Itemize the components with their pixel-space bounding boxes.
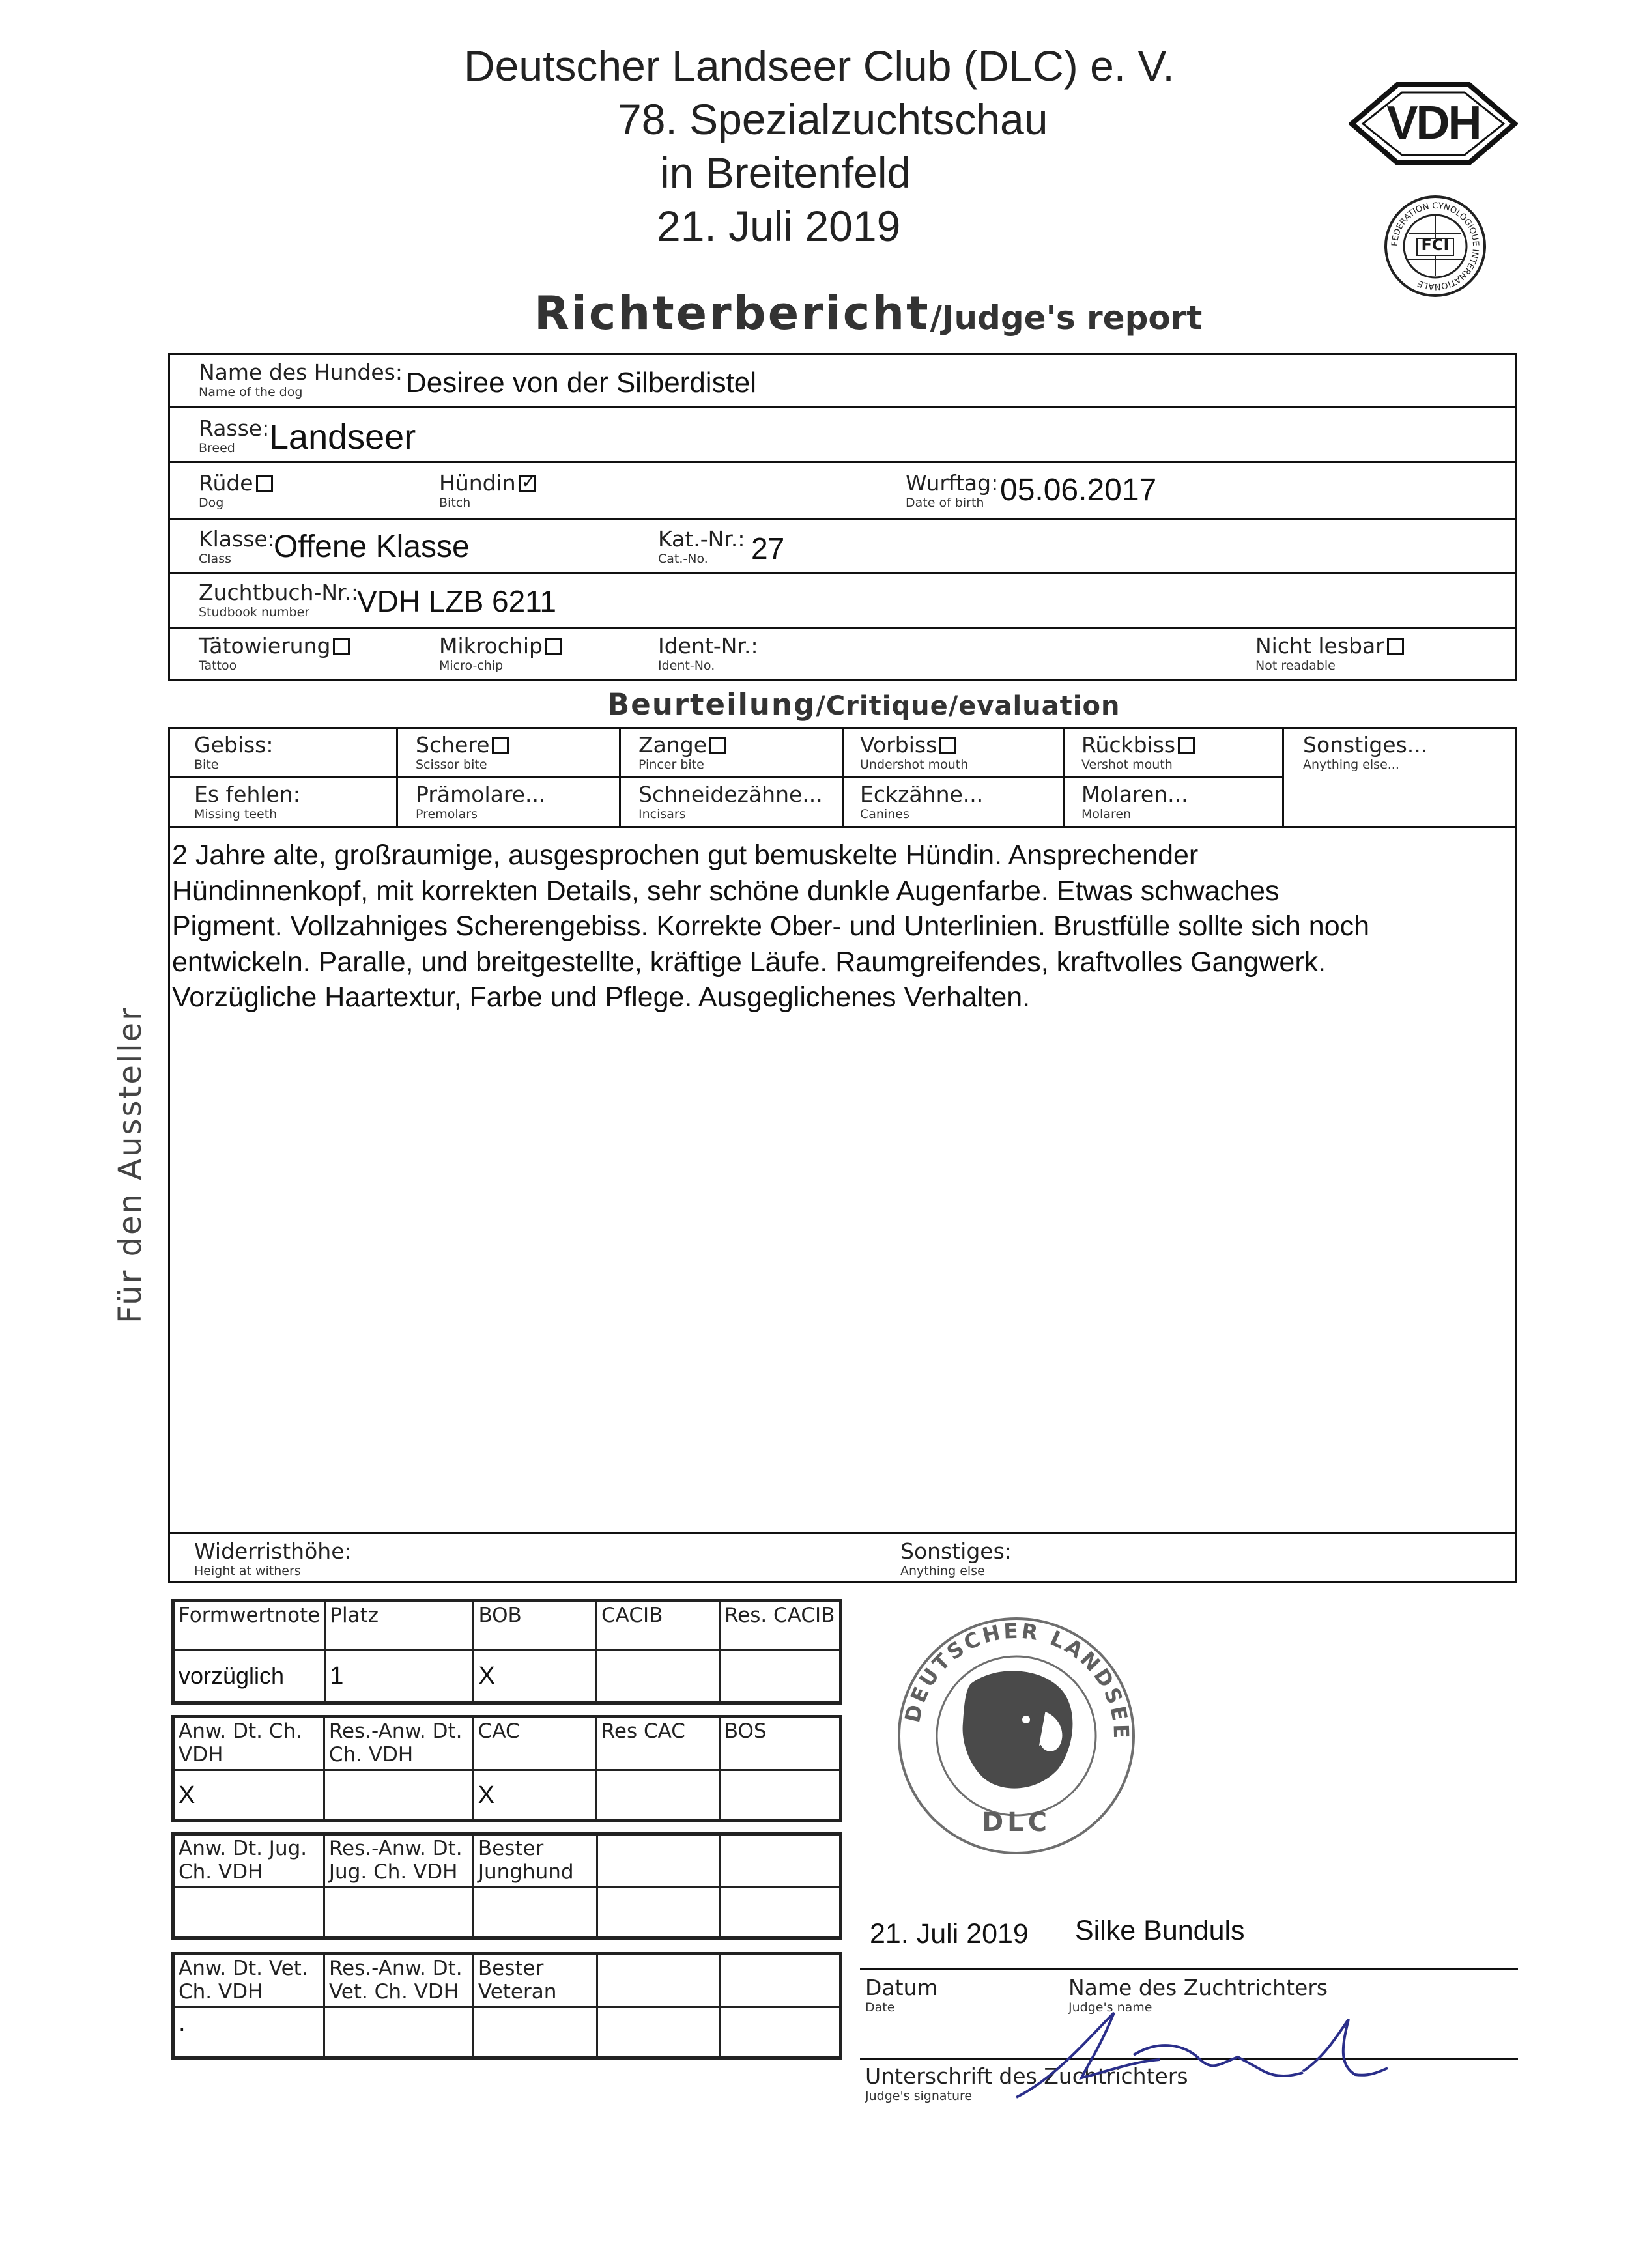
- stud-label: Zuchtbuch-Nr.:: [199, 580, 359, 605]
- table-header-cell: [720, 1954, 841, 2007]
- show-date: 21. Juli 2019: [657, 202, 901, 250]
- canine-cell: [860, 782, 983, 821]
- table-header-cell: Anw. Dt. Vet. Ch. VDH: [173, 1954, 324, 2007]
- dog-name-label: Name des Hundes:: [199, 360, 403, 385]
- table-header-cell: Bester Junghund: [473, 1834, 597, 1888]
- incisor-label: Schneidezähne...: [638, 782, 823, 807]
- tattoo-group: [199, 633, 350, 673]
- tattoo-label: Tätowierung: [199, 633, 331, 659]
- show-title: 78. Spezialzuchtschau: [618, 95, 1048, 143]
- male-group: [199, 470, 273, 510]
- table-header-cell: Res.-Anw. Dt. Jug. Ch. VDH: [324, 1834, 473, 1888]
- dlc-ring-text: DEUTSCHER LANDSEE: [900, 1618, 1134, 1742]
- class-label-group: [199, 526, 275, 566]
- bite-label: Gebiss:: [194, 732, 274, 758]
- award-table-champion: [171, 1715, 842, 1822]
- missing-label: Es fehlen:: [194, 782, 300, 807]
- dob-value: 05.06.2017: [1000, 473, 1157, 507]
- cat-sublabel: Cat.-No.: [658, 552, 708, 566]
- unreadable-label: Nicht lesbar: [1255, 633, 1384, 659]
- table-header-cell: Platz: [325, 1601, 474, 1650]
- table-value-cell: [597, 1650, 720, 1703]
- ident-group: [658, 633, 758, 673]
- award-table-veteran: [171, 1952, 842, 2060]
- breed-label-group: [199, 416, 269, 455]
- dog-name-label-group: [199, 360, 403, 399]
- table-value-cell: [324, 2007, 473, 2058]
- undershot-cell: [860, 732, 968, 772]
- critique-line: Hündinnenkopf, mit korrekten Details, sehr schöne dunkle Augenfarbe. Etwas schwaches: [172, 875, 1280, 907]
- bottom-other-group: [900, 1538, 1012, 1578]
- judge-label: Name des Zuchtrichters: [1068, 1975, 1328, 2000]
- table-value-cell: [719, 1770, 840, 1821]
- table-header-cell: BOS: [719, 1717, 840, 1770]
- evaluation-title-sub: /Critique/evaluation: [816, 691, 1121, 721]
- scissor-sublabel: Scissor bite: [416, 758, 487, 772]
- table-value-cell: [720, 1888, 841, 1938]
- unreadable-sublabel: Not readable: [1255, 659, 1336, 673]
- evaluation-title: [607, 687, 1120, 722]
- class-label: Klasse:: [199, 526, 275, 552]
- dog-data-frame: [168, 353, 1517, 681]
- overshot-sublabel: Vershot mouth: [1081, 758, 1173, 772]
- molar-sublabel: Molaren: [1081, 807, 1132, 821]
- fci-logo-text: FCI: [1421, 236, 1450, 254]
- dog-name-value: Desiree von der Silberdistel: [406, 367, 757, 399]
- molar-label: Molaren...: [1081, 782, 1188, 807]
- undershot-label: Vorbiss: [860, 732, 937, 758]
- table-value-cell: 1: [325, 1650, 474, 1703]
- table-value-cell: [719, 1650, 840, 1703]
- withers-height-label: Widerristhöhe:: [194, 1538, 352, 1564]
- table-value-cell: X: [473, 1770, 596, 1821]
- breed-label: Rasse:: [199, 416, 270, 441]
- judge-name: Silke Bunduls: [1075, 1915, 1245, 1946]
- bottom-other-label: Sonstiges:: [900, 1538, 1012, 1564]
- undershot-sublabel: Undershot mouth: [860, 758, 969, 772]
- table-header-cell: [597, 1954, 720, 2007]
- dlc-stamp-text: DLC: [981, 1807, 1051, 1837]
- award-table-formwert: [171, 1599, 842, 1705]
- class-sublabel: Class: [199, 552, 231, 566]
- unreadable-group: [1255, 633, 1404, 673]
- critique-line: Vorzügliche Haartextur, Farbe und Pflege. Ausgeglichenes Verhalten.: [172, 982, 1031, 1013]
- report-title: [534, 287, 1202, 340]
- dob-label-group: [906, 470, 998, 510]
- chip-group: [439, 633, 562, 673]
- award-table-junior: [171, 1832, 842, 1940]
- chip-label: Mikrochip: [439, 633, 543, 659]
- show-place: in Breitenfeld: [660, 149, 911, 197]
- evaluation-title-main: Beurteilung: [607, 687, 816, 722]
- premolar-sublabel: Premolars: [416, 807, 478, 821]
- report-title-main: Richterbericht: [534, 287, 930, 340]
- table-header-cell: Formwertnote: [173, 1601, 325, 1650]
- bite-other-cell: [1303, 732, 1427, 772]
- overshot-label: Rückbiss: [1081, 732, 1176, 758]
- date-sublabel: Date: [865, 2000, 895, 2015]
- table-value-cell: [720, 2007, 841, 2058]
- table-value-cell: [324, 1770, 473, 1821]
- club-title: Deutscher Landseer Club (DLC) e. V.: [464, 42, 1175, 90]
- pincer-cell: [638, 732, 726, 772]
- breed-sublabel: Breed: [199, 441, 235, 455]
- table-value-cell: [473, 1888, 597, 1938]
- critique-line: Pigment. Vollzahniges Scherengebiss. Korrekte Ober- und Unterlinien. Brustfülle sollte sich noch: [172, 911, 1370, 942]
- dob-label: Wurftag:: [906, 470, 999, 496]
- table-header-cell: Anw. Dt. Jug. Ch. VDH: [173, 1834, 324, 1888]
- male-checkbox[interactable]: [256, 475, 273, 492]
- pincer-label: Zange: [638, 732, 707, 758]
- female-sublabel: Bitch: [439, 496, 471, 510]
- date-label-group: [865, 1975, 938, 2015]
- fci-ring-text: FEDERATION CYNOLOGIQUE INTERNATIONALE: [1390, 201, 1481, 292]
- premolar-cell: [416, 782, 545, 821]
- table-header-cell: CAC: [473, 1717, 596, 1770]
- cat-value: 27: [751, 532, 785, 565]
- dob-sublabel: Date of birth: [906, 496, 984, 510]
- vdh-logo-text: VDH: [1386, 97, 1480, 149]
- overshot-cell: [1081, 732, 1195, 772]
- table-value-cell: [596, 1770, 719, 1821]
- withers-height-group: [194, 1538, 352, 1578]
- critique-line: 2 Jahre alte, großraumige, ausgesprochen gut bemuskelte Hündin. Ansprechender: [172, 840, 1199, 871]
- bite-other-label: Sonstiges...: [1303, 732, 1428, 758]
- fci-logo: [1383, 194, 1487, 298]
- table-header-cell: Res CAC: [596, 1717, 719, 1770]
- table-value-cell: [324, 1888, 473, 1938]
- signature-sublabel: Judge's signature: [865, 2089, 973, 2103]
- missing-cell: [194, 782, 300, 821]
- table-header-cell: Bester Veteran: [473, 1954, 597, 2007]
- chip-checkbox[interactable]: [545, 638, 562, 655]
- molar-cell: [1081, 782, 1188, 821]
- side-label: Für den Aussteller: [112, 1006, 149, 1324]
- breed-value: Landseer: [269, 418, 416, 457]
- stud-value: VDH LZB 6211: [357, 584, 556, 618]
- stud-sublabel: Studbook number: [199, 605, 310, 619]
- critique-text: [172, 838, 1369, 1015]
- canine-label: Eckzähne...: [860, 782, 984, 807]
- tattoo-sublabel: Tattoo: [199, 659, 237, 673]
- cat-label-group: [658, 526, 745, 566]
- bite-sublabel: Bite: [194, 758, 219, 772]
- canine-sublabel: Canines: [860, 807, 909, 821]
- female-label: Hündin: [439, 470, 516, 496]
- bottom-other-sublabel: Anything else: [900, 1564, 985, 1578]
- incisor-cell: [638, 782, 823, 821]
- class-value: Offene Klasse: [274, 530, 470, 564]
- ident-label: Ident-Nr.:: [658, 633, 758, 659]
- dlc-stamp: [893, 1612, 1140, 1860]
- overshot-checkbox[interactable]: [1178, 737, 1195, 754]
- table-header-cell: Res.-Anw. Dt. Vet. Ch. VDH: [324, 1954, 473, 2007]
- pincer-checkbox[interactable]: [709, 737, 726, 754]
- signature-date: 21. Juli 2019: [870, 1918, 1029, 1949]
- report-title-sub: /Judge's report: [930, 299, 1203, 337]
- table-value-cell: [597, 1888, 720, 1938]
- pincer-sublabel: Pincer bite: [638, 758, 704, 772]
- bite-other-sublabel: Anything else...: [1303, 758, 1399, 772]
- female-group: [439, 470, 536, 510]
- judge-sublabel: Judge's name: [1068, 2000, 1152, 2015]
- signature-label: Unterschrift des Zuchtrichters: [865, 2063, 1188, 2089]
- table-header-cell: BOB: [474, 1601, 597, 1650]
- date-label: Datum: [865, 1975, 938, 2000]
- table-value-cell: X: [173, 1770, 324, 1821]
- table-value-cell: [173, 1888, 324, 1938]
- stud-label-group: [199, 580, 358, 619]
- male-label: Rüde: [199, 470, 253, 496]
- premolar-label: Prämolare...: [416, 782, 546, 807]
- table-header-cell: [720, 1834, 841, 1888]
- scissor-checkbox[interactable]: [492, 737, 509, 754]
- vdh-logo: [1349, 78, 1518, 169]
- bite-cell: [194, 732, 274, 772]
- table-header-cell: Anw. Dt. Ch. VDH: [173, 1717, 324, 1770]
- judge-signature: [1003, 2000, 1394, 2104]
- incisor-sublabel: Incisars: [638, 807, 686, 821]
- table-value-cell: [473, 2007, 597, 2058]
- female-checkbox[interactable]: [519, 475, 536, 492]
- table-value-cell: .: [173, 2007, 324, 2058]
- male-sublabel: Dog: [199, 496, 224, 510]
- table-header-cell: CACIB: [597, 1601, 720, 1650]
- ident-sublabel: Ident-No.: [658, 659, 715, 673]
- table-value-cell: X: [474, 1650, 597, 1703]
- undershot-checkbox[interactable]: [939, 737, 956, 754]
- cat-label: Kat.-Nr.:: [658, 526, 745, 552]
- critique-line: entwickeln. Paralle, und breitgestellte, kräftige Läufe. Raumgreifendes, kraftvolles Gangwerk.: [172, 946, 1326, 978]
- unreadable-checkbox[interactable]: [1387, 638, 1404, 655]
- scissor-label: Schere: [416, 732, 490, 758]
- table-value-cell: [597, 2007, 720, 2058]
- table-value-cell: vorzüglich: [173, 1650, 325, 1703]
- table-header-cell: Res. CACIB: [719, 1601, 840, 1650]
- dog-name-sublabel: Name of the dog: [199, 385, 303, 399]
- tattoo-checkbox[interactable]: [333, 638, 350, 655]
- chip-sublabel: Micro-chip: [439, 659, 504, 673]
- table-header-cell: Res.-Anw. Dt. Ch. VDH: [324, 1717, 473, 1770]
- withers-height-sublabel: Height at withers: [194, 1564, 301, 1578]
- table-header-cell: [597, 1834, 720, 1888]
- missing-sublabel: Missing teeth: [194, 807, 278, 821]
- scissor-cell: [416, 732, 509, 772]
